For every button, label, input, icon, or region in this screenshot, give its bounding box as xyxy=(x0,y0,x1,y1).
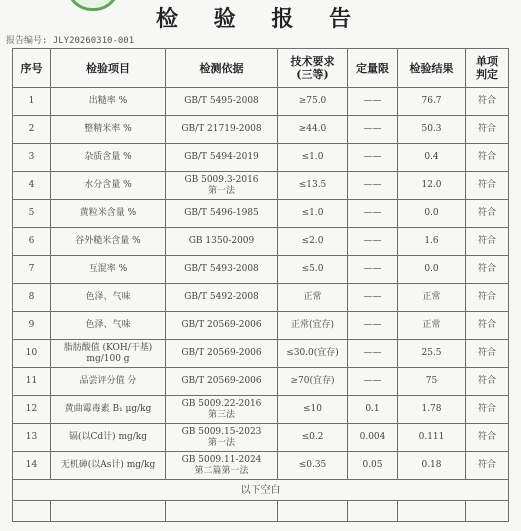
verdict: 符合 xyxy=(466,284,509,312)
test-item: 互混率 % xyxy=(51,256,166,284)
verdict: 符合 xyxy=(466,228,509,256)
table-row xyxy=(13,200,509,228)
test-result: 0.0 xyxy=(398,256,466,284)
test-basis: GB/T 5496-1985 xyxy=(166,200,278,228)
test-result: 12.0 xyxy=(398,172,466,200)
row-number: 3 xyxy=(13,144,51,172)
test-item: 脂肪酸值 (KOH/干基) mg/100 g xyxy=(51,340,166,368)
quantitation-limit: —— xyxy=(348,312,398,340)
technical-requirement: ≤30.0(宜存) xyxy=(278,340,348,368)
empty-cell xyxy=(278,501,348,522)
verdict: 符合 xyxy=(466,340,509,368)
quantitation-limit: —— xyxy=(348,228,398,256)
verdict: 符合 xyxy=(466,396,509,424)
report-number: 报告编号: JLY20260310-001 xyxy=(6,36,135,46)
test-item: 镉(以Cd计) mg/kg xyxy=(51,424,166,452)
header-cell: 技术要求 (三等) xyxy=(278,49,348,88)
test-result: 1.78 xyxy=(398,396,466,424)
table-row xyxy=(13,172,509,200)
test-item: 色泽、气味 xyxy=(51,284,166,312)
test-basis: GB 1350-2009 xyxy=(166,228,278,256)
verdict: 符合 xyxy=(466,200,509,228)
table-row xyxy=(13,424,509,452)
verdict: 符合 xyxy=(466,88,509,116)
technical-requirement: 正常 xyxy=(278,284,348,312)
technical-requirement: ≤2.0 xyxy=(278,228,348,256)
table-row xyxy=(13,396,509,424)
quantitation-limit: —— xyxy=(348,368,398,396)
empty-row xyxy=(13,501,509,522)
row-number: 13 xyxy=(13,424,51,452)
table-row xyxy=(13,284,509,312)
verdict: 符合 xyxy=(466,256,509,284)
table-row xyxy=(13,116,509,144)
test-result: 0.0 xyxy=(398,200,466,228)
test-basis: GB 5009.11-2024 第二篇第一法 xyxy=(166,452,278,480)
row-number: 5 xyxy=(13,200,51,228)
row-number: 1 xyxy=(13,88,51,116)
table-row xyxy=(13,256,509,284)
row-number: 9 xyxy=(13,312,51,340)
test-result: 25.5 xyxy=(398,340,466,368)
test-basis: GB 5009.22-2016 第三法 xyxy=(166,396,278,424)
quantitation-limit: 0.05 xyxy=(348,452,398,480)
test-basis: GB/T 20569-2006 xyxy=(166,340,278,368)
test-basis: GB/T 5492-2008 xyxy=(166,284,278,312)
test-result: 50.3 xyxy=(398,116,466,144)
table-row xyxy=(13,88,509,116)
table-row xyxy=(13,228,509,256)
test-result: 76.7 xyxy=(398,88,466,116)
quantitation-limit: —— xyxy=(348,116,398,144)
verdict: 符合 xyxy=(466,424,509,452)
technical-requirement: ≤0.2 xyxy=(278,424,348,452)
quantitation-limit: 0.004 xyxy=(348,424,398,452)
technical-requirement: 正常(宜存) xyxy=(278,312,348,340)
row-number: 12 xyxy=(13,396,51,424)
header-cell: 序号 xyxy=(13,49,51,88)
quantitation-limit: —— xyxy=(348,284,398,312)
verdict: 符合 xyxy=(466,116,509,144)
verdict: 符合 xyxy=(466,312,509,340)
test-result: 0.18 xyxy=(398,452,466,480)
technical-requirement: ≤1.0 xyxy=(278,200,348,228)
header-cell: 单项 判定 xyxy=(466,49,509,88)
verdict: 符合 xyxy=(466,172,509,200)
quantitation-limit: —— xyxy=(348,144,398,172)
test-basis: GB/T 5494-2019 xyxy=(166,144,278,172)
empty-cell xyxy=(348,501,398,522)
header-cell: 检验项目 xyxy=(51,49,166,88)
row-number: 8 xyxy=(13,284,51,312)
technical-requirement: ≤10 xyxy=(278,396,348,424)
empty-cell xyxy=(51,501,166,522)
table-row xyxy=(13,340,509,368)
technical-requirement: ≤1.0 xyxy=(278,144,348,172)
table-row xyxy=(13,452,509,480)
row-number: 4 xyxy=(13,172,51,200)
test-basis: GB/T 20569-2006 xyxy=(166,368,278,396)
test-result: 正常 xyxy=(398,284,466,312)
technical-requirement: ≤5.0 xyxy=(278,256,348,284)
row-number: 7 xyxy=(13,256,51,284)
test-basis: GB/T 5495-2008 xyxy=(166,88,278,116)
test-item: 水分含量 % xyxy=(51,172,166,200)
header-cell: 检验结果 xyxy=(398,49,466,88)
test-item: 品尝评分值 分 xyxy=(51,368,166,396)
test-basis: GB/T 5493-2008 xyxy=(166,256,278,284)
quantitation-limit: 0.1 xyxy=(348,396,398,424)
blank-note-row xyxy=(13,480,509,501)
test-item: 出糙率 % xyxy=(51,88,166,116)
blank-note: 以下空白 xyxy=(13,480,509,501)
test-result: 75 xyxy=(398,368,466,396)
test-item: 杂质含量 % xyxy=(51,144,166,172)
row-number: 2 xyxy=(13,116,51,144)
test-item: 色泽、气味 xyxy=(51,312,166,340)
test-item: 黄粒米含量 % xyxy=(51,200,166,228)
header-cell: 定量限 xyxy=(348,49,398,88)
row-number: 6 xyxy=(13,228,51,256)
table-row xyxy=(13,144,509,172)
table-header-row xyxy=(13,49,509,88)
quantitation-limit: —— xyxy=(348,172,398,200)
technical-requirement: ≥70(宜存) xyxy=(278,368,348,396)
technical-requirement: ≤0.35 xyxy=(278,452,348,480)
test-basis: GB/T 21719-2008 xyxy=(166,116,278,144)
table-row xyxy=(13,368,509,396)
technical-requirement: ≥75.0 xyxy=(278,88,348,116)
empty-cell xyxy=(398,501,466,522)
inspection-results-table xyxy=(12,48,509,522)
test-item: 黄曲霉毒素 B₁ μg/kg xyxy=(51,396,166,424)
quantitation-limit: —— xyxy=(348,256,398,284)
test-item: 谷外糙米含量 % xyxy=(51,228,166,256)
empty-cell xyxy=(13,501,51,522)
header-cell: 检测依据 xyxy=(166,49,278,88)
row-number: 10 xyxy=(13,340,51,368)
test-result: 1.6 xyxy=(398,228,466,256)
empty-cell xyxy=(466,501,509,522)
test-item: 无机砷(以As计) mg/kg xyxy=(51,452,166,480)
technical-requirement: ≤13.5 xyxy=(278,172,348,200)
test-basis: GB 5009.3-2016 第一法 xyxy=(166,172,278,200)
test-result: 0.111 xyxy=(398,424,466,452)
empty-cell xyxy=(166,501,278,522)
table-row xyxy=(13,312,509,340)
verdict: 符合 xyxy=(466,368,509,396)
quantitation-limit: —— xyxy=(348,200,398,228)
test-basis: GB/T 20569-2006 xyxy=(166,312,278,340)
test-item: 整精米率 % xyxy=(51,116,166,144)
quantitation-limit: —— xyxy=(348,340,398,368)
report-title: 检 验 报 告 xyxy=(156,6,365,32)
row-number: 11 xyxy=(13,368,51,396)
technical-requirement: ≥44.0 xyxy=(278,116,348,144)
test-basis: GB 5009.15-2023 第一法 xyxy=(166,424,278,452)
quantitation-limit: —— xyxy=(348,88,398,116)
row-number: 14 xyxy=(13,452,51,480)
verdict: 符合 xyxy=(466,144,509,172)
verdict: 符合 xyxy=(466,452,509,480)
test-result: 0.4 xyxy=(398,144,466,172)
test-result: 正常 xyxy=(398,312,466,340)
